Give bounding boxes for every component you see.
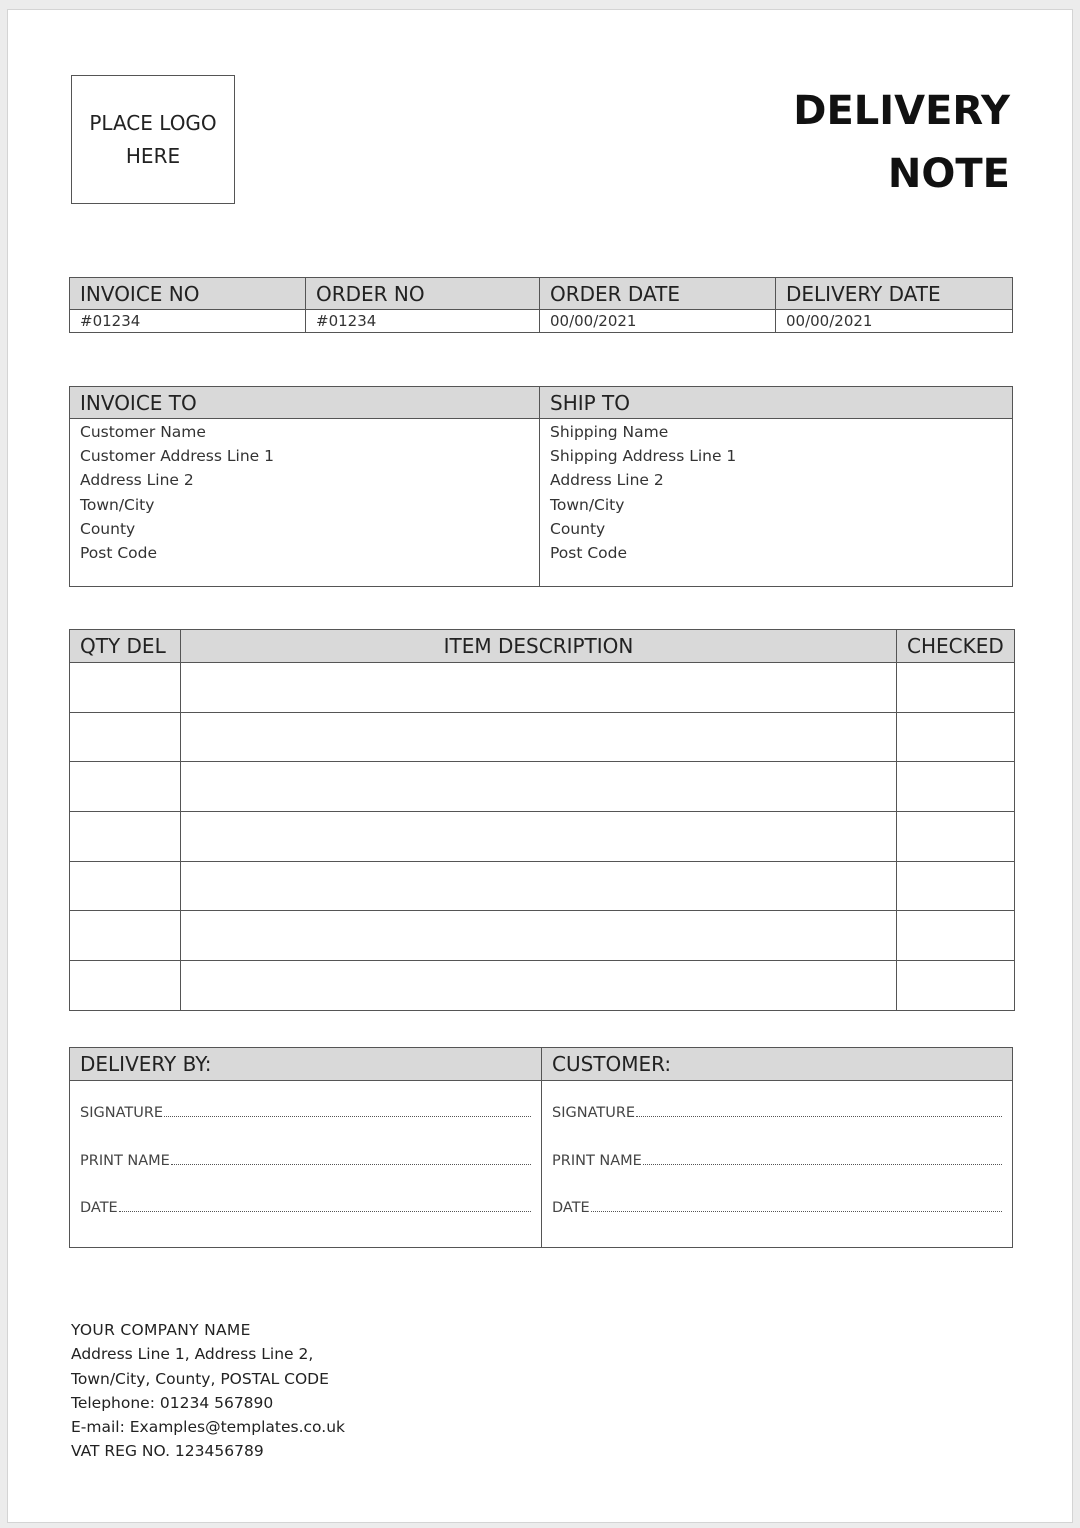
dotted-line <box>636 1104 1002 1117</box>
checked-cell[interactable] <box>897 911 1015 961</box>
customer-signature-field[interactable] <box>552 1104 1002 1128</box>
dotted-line <box>119 1199 531 1212</box>
ship-to-address-line1: Shipping Address Line 1 <box>550 447 737 466</box>
ship-to-header: SHIP TO <box>540 387 1013 419</box>
description-cell[interactable] <box>181 961 897 1011</box>
dotted-line <box>171 1152 531 1165</box>
table-row <box>70 911 1015 961</box>
qty-cell[interactable] <box>70 762 181 812</box>
order-no-value[interactable]: #01234 <box>306 310 540 333</box>
qty-cell[interactable] <box>70 663 181 713</box>
table-row <box>70 712 1015 762</box>
ship-to-block[interactable] <box>540 419 1013 587</box>
qty-cell[interactable] <box>70 911 181 961</box>
invoice-to-county: County <box>80 519 136 538</box>
order-info-value-row <box>70 310 1013 333</box>
document-title-line1: DELIVERY <box>793 88 1010 134</box>
items-table <box>69 629 1015 1011</box>
customer-header: CUSTOMER: <box>542 1048 1013 1081</box>
ship-to-town-city: Town/City <box>550 495 625 514</box>
invoice-to-customer-name: Customer Name <box>80 423 206 441</box>
customer-print-name-label: PRINT NAME <box>552 1152 642 1169</box>
description-cell[interactable] <box>181 812 897 862</box>
customer-date-label: DATE <box>552 1200 590 1216</box>
address-body-row <box>70 419 1013 587</box>
delivery-date-field[interactable] <box>80 1199 531 1223</box>
ship-to-county: County <box>550 519 606 538</box>
order-info-header-row <box>70 278 1013 310</box>
table-row <box>70 961 1015 1011</box>
checked-header: CHECKED <box>897 630 1015 663</box>
ship-to-shipping-name: Shipping Name <box>550 423 669 441</box>
delivery-signature-label: SIGNATURE <box>80 1105 164 1121</box>
company-footer <box>71 1318 345 1464</box>
qty-del-header: QTY DEL <box>70 630 181 663</box>
table-row <box>70 812 1015 862</box>
order-date-header: ORDER DATE <box>540 278 776 310</box>
invoice-to-address-line1: Customer Address Line 1 <box>80 447 274 466</box>
order-date-value[interactable]: 00/00/2021 <box>540 310 776 333</box>
checked-cell[interactable] <box>897 762 1015 812</box>
delivery-print-name-label: PRINT NAME <box>80 1152 170 1169</box>
invoice-to-header: INVOICE TO <box>70 387 540 419</box>
company-telephone: Telephone: 01234 567890 <box>71 1393 274 1412</box>
qty-cell[interactable] <box>70 712 181 762</box>
company-address-line2: Town/City, County, POSTAL CODE <box>71 1369 329 1388</box>
description-cell[interactable] <box>181 712 897 762</box>
invoice-to-post-code: Post Code <box>80 544 158 563</box>
address-table <box>69 386 1013 587</box>
delivery-by-block <box>70 1081 542 1248</box>
table-row <box>70 861 1015 911</box>
invoice-to-address-line2: Address Line 2 <box>80 471 194 490</box>
delivery-note-page <box>7 9 1073 1523</box>
customer-signature-label: SIGNATURE <box>552 1105 636 1121</box>
ship-to-post-code: Post Code <box>550 544 628 563</box>
delivery-print-name-field[interactable] <box>80 1152 531 1176</box>
document-title <box>793 80 1010 206</box>
signature-header-row <box>70 1048 1013 1081</box>
document-title-line2: NOTE <box>887 151 1010 197</box>
delivery-date-header: DELIVERY DATE <box>776 278 1013 310</box>
qty-cell[interactable] <box>70 861 181 911</box>
order-info-table <box>69 277 1013 333</box>
checked-cell[interactable] <box>897 961 1015 1011</box>
customer-print-name-field[interactable] <box>552 1152 1002 1176</box>
table-row <box>70 762 1015 812</box>
table-row <box>70 663 1015 713</box>
company-name: YOUR COMPANY NAME <box>71 1321 251 1339</box>
checked-cell[interactable] <box>897 663 1015 713</box>
signature-table <box>69 1047 1013 1248</box>
address-header-row <box>70 387 1013 419</box>
description-cell[interactable] <box>181 762 897 812</box>
checked-cell[interactable] <box>897 712 1015 762</box>
description-cell[interactable] <box>181 911 897 961</box>
description-cell[interactable] <box>181 663 897 713</box>
description-cell[interactable] <box>181 861 897 911</box>
invoice-no-value[interactable]: #01234 <box>70 310 306 333</box>
dotted-line <box>164 1104 531 1117</box>
items-header-row <box>70 630 1015 663</box>
logo-placeholder-line1: PLACE LOGO <box>89 110 217 135</box>
company-email: E-mail: Examples@templates.co.uk <box>71 1418 345 1437</box>
company-vat: VAT REG NO. 123456789 <box>71 1442 264 1461</box>
dotted-line <box>643 1152 1002 1165</box>
delivery-by-header: DELIVERY BY: <box>70 1048 542 1081</box>
customer-date-field[interactable] <box>552 1199 1002 1223</box>
signature-body-row <box>70 1081 1013 1248</box>
delivery-date-label: DATE <box>80 1200 118 1216</box>
checked-cell[interactable] <box>897 861 1015 911</box>
invoice-no-header: INVOICE NO <box>70 278 306 310</box>
dotted-line <box>591 1199 1002 1212</box>
checked-cell[interactable] <box>897 812 1015 862</box>
qty-cell[interactable] <box>70 961 181 1011</box>
logo-placeholder <box>71 75 235 204</box>
delivery-date-value[interactable]: 00/00/2021 <box>776 310 1013 333</box>
order-no-header: ORDER NO <box>306 278 540 310</box>
item-description-header: ITEM DESCRIPTION <box>181 630 897 663</box>
invoice-to-block[interactable] <box>70 419 540 587</box>
ship-to-address-line2: Address Line 2 <box>550 471 664 490</box>
logo-placeholder-line2: HERE <box>125 143 181 168</box>
qty-cell[interactable] <box>70 812 181 862</box>
company-address-line1: Address Line 1, Address Line 2, <box>71 1345 314 1364</box>
customer-block <box>542 1081 1013 1248</box>
delivery-signature-field[interactable] <box>80 1104 531 1128</box>
invoice-to-town-city: Town/City <box>80 495 155 514</box>
